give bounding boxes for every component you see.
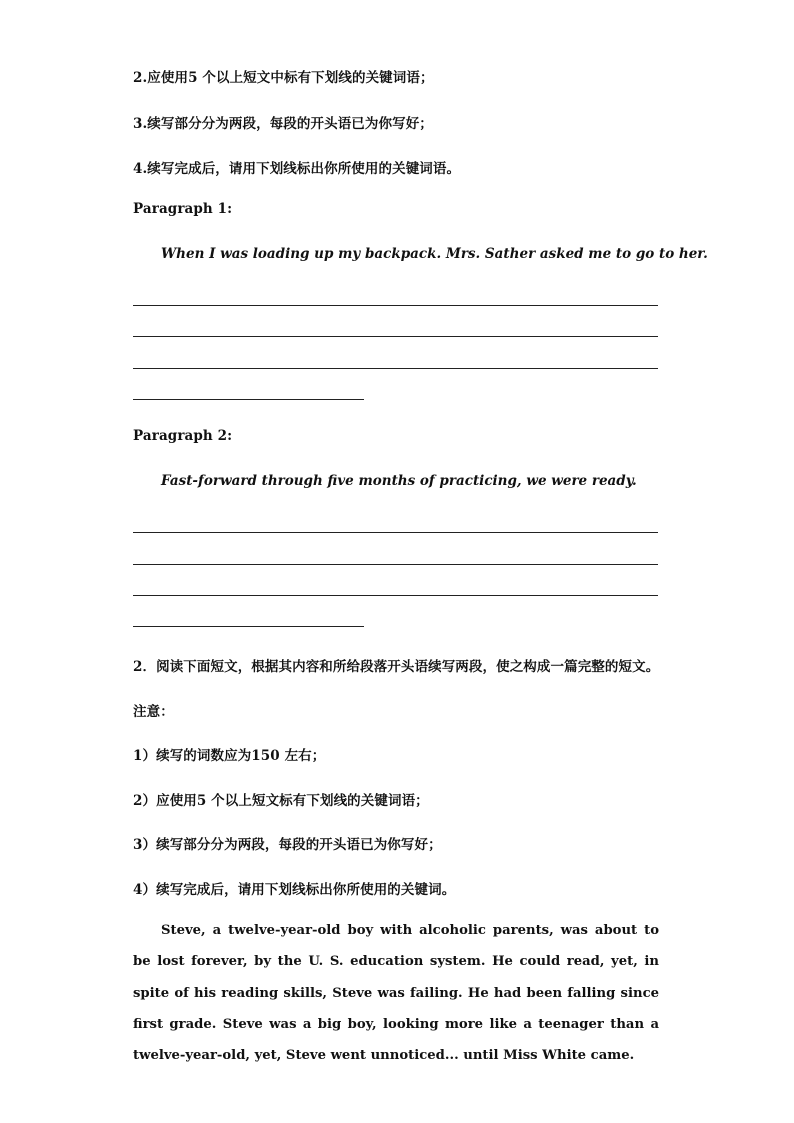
note-1: 1）续写的词数应为150 左右；	[133, 748, 326, 764]
note-4: 4）续写完成后，请用下划线标出你所使用的关键词。	[133, 882, 456, 898]
answer-line-short	[133, 399, 364, 400]
note-3: 3）续写部分分为两段，每段的开头语已为你写好；	[133, 837, 442, 853]
answer-line	[133, 305, 658, 306]
story-passage	[133, 915, 659, 1071]
note-label: 注意：	[133, 704, 174, 720]
task-2-instruction: 2．阅读下面短文，根据其内容和所给段落开头语续写两段，使之构成一篇完整的短文。	[133, 659, 660, 675]
note-2: 2）应使用5 个以上短文标有下划线的关键词语；	[133, 793, 429, 809]
requirement-3: 3.续写部分分为两段，每段的开头语已为你写好；	[133, 116, 433, 132]
answer-line	[133, 336, 658, 337]
answer-line	[133, 532, 658, 533]
answer-line-short	[133, 626, 364, 627]
paragraph-1-opening: When I was loading up my backpack. Mrs. Sather asked me to go to her.	[161, 246, 708, 262]
answer-line	[133, 368, 658, 369]
paragraph-2-label: Paragraph 2:	[133, 428, 233, 444]
answer-line	[133, 595, 658, 596]
requirement-4: 4.续写完成后，请用下划线标出你所使用的关键词语。	[133, 161, 461, 177]
answer-line	[133, 564, 658, 565]
story-passage-text: Steve, a twelve-year-old boy with alcoholic parents, was about to be lost forever, by the U. S. education system. He could read, yet, in spite of his reading skills, Steve was failing. He had been falling since first grade. Steve was a big boy, looking more like a teenager than a twelve-year-old, yet, Steve went unnoticed... until Miss White came.	[133, 923, 659, 1064]
paragraph-1-label: Paragraph 1:	[133, 201, 233, 217]
paragraph-2-opening: Fast-forward through five months of practicing, we were ready.	[161, 473, 637, 489]
requirement-2: 2.应使用5 个以上短文中标有下划线的关键词语；	[133, 70, 434, 86]
